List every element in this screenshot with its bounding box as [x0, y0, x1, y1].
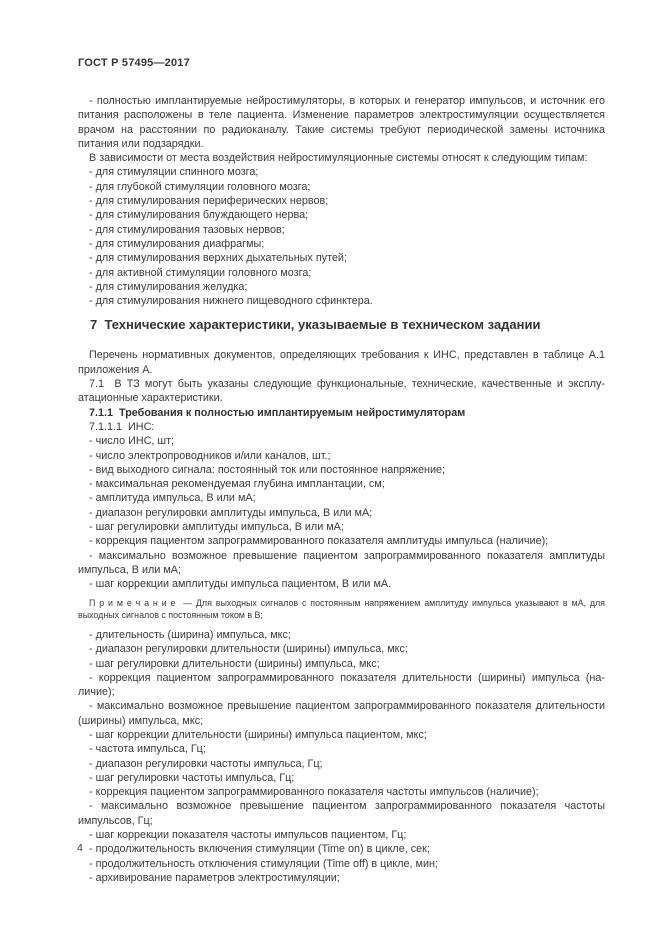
list-item: - шаг коррекции показателя частоты импульсов пациентом, Гц;	[89, 829, 407, 842]
list-item: - вид выходного сигнала: постоянный ток или постоянное напряжение;	[89, 463, 445, 476]
page-number: 4	[77, 842, 83, 854]
document-content	[78, 94, 605, 885]
paragraph: 7.1.1.1 ИНС:	[89, 420, 155, 433]
list-item: - продолжительность включения стимуляции (Time on) в цикле, сек;	[89, 843, 430, 856]
paragraph: Перечень нормативных документов, определяющих требования к ИНС, представлен в таблице А.1 приложения А.	[78, 349, 605, 376]
list-item: - шаг коррекции длительности (ширины) импульса пациентом, мкс;	[89, 728, 427, 741]
paragraph: - полностью имплантируемые нейростимуляторы, в которых и генератор импульсов, и источник его питания расположены в теле пациента. Изменение параметров электростимуляции осуществляется врачом на расстоянии по радиоканалу. Такие системы требуют периодической замены источника питания или подзарядки.	[78, 95, 605, 150]
list-item: - число ИНС, шт;	[89, 435, 175, 448]
list-item: - архивирование параметров электростимуляции;	[89, 871, 340, 884]
list-item: - для стимулирования диафрагмы;	[89, 237, 265, 250]
list-item: - амплитуда импульса, В или мА;	[89, 492, 256, 505]
list-item: - коррекция пациентом запрограммированного показателя частоты импульсов (наличие);	[89, 786, 539, 799]
list-item: - диапазон регулировки длительности (ширины) импульса, мкс;	[89, 643, 408, 656]
list-item: - число электропроводников и/или каналов, шт.;	[89, 449, 331, 462]
paragraph: В зависимости от места воздействия нейростимуляционные системы относят к следующим типам:	[89, 152, 588, 165]
subsection-heading: 7.1.1 Требования к полностью имплантируемым нейростимуляторам	[89, 406, 466, 419]
list-item: - коррекция пациентом запрограммированного показателя амплитуды импульса (наличие);	[89, 535, 549, 548]
list-item: - для стимуляции спинного мозга;	[89, 166, 259, 179]
list-item: - продолжительность отключения стимуляции (Time off) в цикле, мин;	[89, 857, 438, 870]
list-item: - шаг регулировки амплитуды импульса, В или мА;	[89, 521, 344, 534]
list-item: - коррекция пациентом запрограммированного показателя длительности (ширины) импульса (наличие);	[78, 671, 605, 699]
list-item: - шаг регулировки частоты импульса, Гц;	[89, 771, 295, 784]
list-item: - для активной стимуляции головного мозга;	[89, 266, 312, 279]
document-header: ГОСТ Р 57495—2017	[78, 57, 190, 69]
list-item: - частота импульса, Гц;	[89, 743, 206, 756]
note: П р и м е ч а н и е — Для выходных сигналов с постоянным напряжением амплитуду импульса указывают в мА, для выходных сигналов с постоянным током в В;	[78, 597, 605, 620]
section-heading: 7 Технические характеристики, указываемые в техническом задании	[90, 317, 541, 333]
list-item: - длительность (ширина) импульса, мкс;	[89, 628, 291, 641]
list-item: - для стимулирования желудка;	[89, 280, 248, 293]
list-item: - максимальная рекомендуемая глубина имплантации, см;	[89, 478, 385, 491]
paragraph: 7.1 В ТЗ могут быть указаны следующие функциональные, технические, качественные и эксплуатационные характеристики.	[78, 378, 605, 405]
list-item: - максимально возможное превышение пациентом запрограммированного показателя длительности (ширины) импульса, мкс;	[78, 700, 605, 727]
list-item: - для стимулирования периферических нервов;	[89, 195, 329, 208]
list-item: - для стимулирования тазовых нервов;	[89, 223, 285, 236]
list-item: - для стимулирования блуждающего нерва;	[89, 209, 309, 222]
list-item: - диапазон регулировки амплитуды импульса, В или мА;	[89, 506, 373, 519]
list-item: - диапазон регулировки частоты импульса, Гц;	[89, 757, 323, 770]
list-item: - шаг регулировки длительности (ширины) импульса, мкс;	[89, 657, 380, 670]
list-item: - шаг коррекции амплитуды импульса пациентом, В или мА.	[89, 578, 392, 591]
list-item: - максимально возможное превышение пациентом запрограммированного показателя частоты импульсов, Гц;	[78, 800, 605, 827]
list-item: - для глубокой стимуляции головного мозга;	[89, 180, 311, 193]
list-item: - для стимулирования нижнего пищеводного сфинктера.	[89, 295, 373, 308]
list-item: - для стимулирования верхних дыхательных путей;	[89, 252, 347, 265]
list-item: - максимально возможное превышение пациентом запрограммированного показателя амплитуды импульса, В или мА;	[78, 549, 605, 576]
